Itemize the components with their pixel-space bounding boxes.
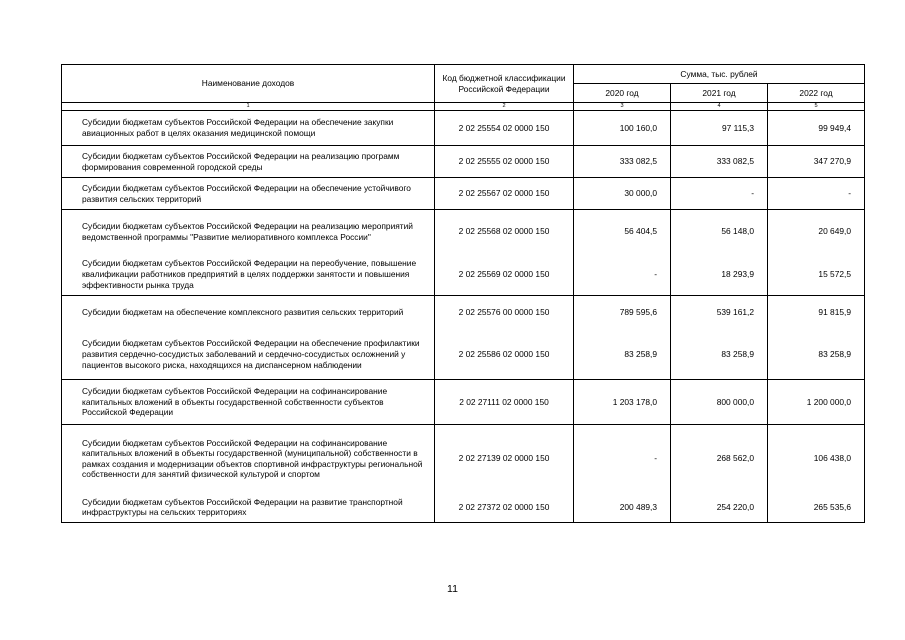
- header-name: Наименование доходов: [62, 65, 435, 103]
- table-row: [62, 330, 865, 380]
- table-row: [62, 296, 865, 330]
- header-year-2020: 2020 год: [574, 84, 671, 103]
- amount-2020: 56 404,5: [574, 210, 671, 254]
- budget-code: 2 02 27372 02 0000 150: [435, 493, 574, 523]
- amount-2020: 100 160,0: [574, 111, 671, 146]
- table-row: [62, 111, 865, 146]
- table-row: [62, 146, 865, 178]
- amount-2020: 200 489,3: [574, 493, 671, 523]
- income-name: Субсидии бюджетам субъектов Российской Федерации на реализацию программ формирования современной городской среды: [62, 146, 435, 178]
- amount-2020: 30 000,0: [574, 178, 671, 210]
- income-name: Субсидии бюджетам субъектов Российской Федерации на развитие транспортной инфраструктуры на сельских территориях: [62, 493, 435, 523]
- amount-2020: -: [574, 254, 671, 296]
- table-row: [62, 493, 865, 523]
- amount-2022: -: [768, 178, 865, 210]
- amount-2020: 789 595,6: [574, 296, 671, 330]
- income-table: [61, 64, 865, 523]
- table-row: [62, 425, 865, 493]
- amount-2021: 539 161,2: [671, 296, 768, 330]
- column-number: 2: [435, 103, 574, 111]
- amount-2021: 254 220,0: [671, 493, 768, 523]
- amount-2021: 268 562,0: [671, 425, 768, 493]
- budget-code: 2 02 25576 00 0000 150: [435, 296, 574, 330]
- budget-code: 2 02 25567 02 0000 150: [435, 178, 574, 210]
- budget-code: 2 02 27139 02 0000 150: [435, 425, 574, 493]
- amount-2020: -: [574, 425, 671, 493]
- column-number: 3: [574, 103, 671, 111]
- table-row: [62, 380, 865, 425]
- amount-2022: 1 200 000,0: [768, 380, 865, 425]
- budget-code: 2 02 25568 02 0000 150: [435, 210, 574, 254]
- income-name: Субсидии бюджетам на обеспечение комплексного развития сельских территорий: [62, 296, 435, 330]
- income-name: Субсидии бюджетам субъектов Российской Федерации на реализацию мероприятий ведомственной программы "Развитие мелиоративного комплекса России": [62, 210, 435, 254]
- header-year-2021: 2021 год: [671, 84, 768, 103]
- amount-2021: 97 115,3: [671, 111, 768, 146]
- amount-2021: 333 082,5: [671, 146, 768, 178]
- amount-2022: 99 949,4: [768, 111, 865, 146]
- amount-2021: 800 000,0: [671, 380, 768, 425]
- budget-code: 2 02 27111 02 0000 150: [435, 380, 574, 425]
- budget-code: 2 02 25554 02 0000 150: [435, 111, 574, 146]
- amount-2022: 106 438,0: [768, 425, 865, 493]
- amount-2021: 83 258,9: [671, 330, 768, 380]
- income-name: Субсидии бюджетам субъектов Российской Федерации на софинансирование капитальных вложений в объекты государственной (муниципальной) собственности в рамках создания и модернизации объектов спортивной инфраструктуры региональной собственности для занятий физической культурой и спортом: [62, 425, 435, 493]
- column-number: 4: [671, 103, 768, 111]
- income-name: Субсидии бюджетам субъектов Российской Федерации на обеспечение устойчивого развития сельских территорий: [62, 178, 435, 210]
- amount-2020: 333 082,5: [574, 146, 671, 178]
- amount-2021: -: [671, 178, 768, 210]
- column-number-row: [62, 103, 865, 111]
- amount-2020: 1 203 178,0: [574, 380, 671, 425]
- table-row: [62, 178, 865, 210]
- amount-2021: 18 293,9: [671, 254, 768, 296]
- amount-2021: 56 148,0: [671, 210, 768, 254]
- table-row: [62, 210, 865, 254]
- income-name: Субсидии бюджетам субъектов Российской Федерации на обеспечение закупки авиационных работ в целях оказания медицинской помощи: [62, 111, 435, 146]
- amount-2022: 91 815,9: [768, 296, 865, 330]
- amount-2022: 15 572,5: [768, 254, 865, 296]
- page-number: 11: [447, 583, 458, 595]
- budget-code: 2 02 25555 02 0000 150: [435, 146, 574, 178]
- amount-2020: 83 258,9: [574, 330, 671, 380]
- column-number: 5: [768, 103, 865, 111]
- header-row: [62, 65, 865, 84]
- header-sum-group: Сумма, тыс. рублей: [574, 65, 865, 84]
- table-row: [62, 254, 865, 296]
- column-number: 1: [62, 103, 435, 111]
- amount-2022: 20 649,0: [768, 210, 865, 254]
- amount-2022: 347 270,9: [768, 146, 865, 178]
- header-year-2022: 2022 год: [768, 84, 865, 103]
- income-name: Субсидии бюджетам субъектов Российской Федерации на софинансирование капитальных вложений в объекты государственной собственности субъектов Российской Федерации: [62, 380, 435, 425]
- header-code: Код бюджетной классификации Российской Федерации: [435, 65, 574, 103]
- amount-2022: 265 535,6: [768, 493, 865, 523]
- budget-code: 2 02 25569 02 0000 150: [435, 254, 574, 296]
- budget-code: 2 02 25586 02 0000 150: [435, 330, 574, 380]
- amount-2022: 83 258,9: [768, 330, 865, 380]
- income-name: Субсидии бюджетам субъектов Российской Федерации на обеспечение профилактики развития сердечно-сосудистых заболеваний и сердечно-сосудистых осложнений у пациентов высокого риска, находящихся на диспансерном наблюдении: [62, 330, 435, 380]
- income-name: Субсидии бюджетам субъектов Российской Федерации на переобучение, повышение квалификации работников предприятий в целях поддержки занятости и повышения эффективности рынка труда: [62, 254, 435, 296]
